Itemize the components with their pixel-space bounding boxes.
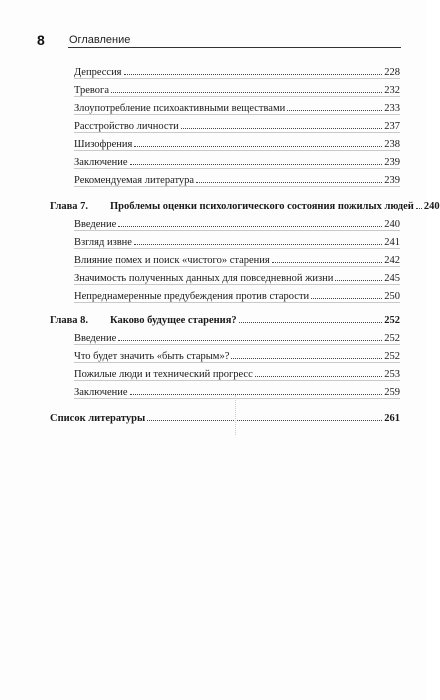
toc-entry-page: 241 [384, 237, 400, 248]
toc-entry-ch8-conclusion[interactable] [50, 380, 400, 398]
chapter-title: Каково будущее старения? [110, 315, 237, 326]
toc-entry-page: 259 [384, 387, 400, 398]
chapter-page: 252 [384, 315, 400, 326]
toc-entry-label: Что будет значить «быть старым»? [74, 351, 230, 362]
toc-entry-label: Введение [74, 219, 117, 230]
toc-entry-label: Заключение [74, 387, 128, 398]
leader-dots [118, 340, 382, 341]
toc-entry-page: 233 [384, 103, 400, 114]
toc-entry-label: Расстройство личности [74, 121, 179, 132]
toc-entry-pure-aging[interactable] [50, 248, 400, 266]
leader-dots [147, 420, 382, 421]
toc-entry-unintended-bias[interactable] [50, 284, 400, 302]
chapter-title: Проблемы оценки психологического состояния пожилых людей [110, 201, 414, 212]
leader-dots [231, 358, 382, 359]
leader-dots [287, 110, 382, 111]
toc-entry-label: Тревога [74, 85, 110, 96]
toc-entry-label: Значимость полученных данных для повседневной жизни [74, 273, 334, 284]
toc-entry-label: Влияние помех и поиск «чистого» старения [74, 255, 270, 266]
toc-entry-outside-view[interactable] [50, 230, 400, 248]
running-header-title: Оглавление [69, 34, 131, 46]
toc-entry-page: 240 [384, 219, 400, 230]
toc-entry-page: 252 [384, 333, 400, 344]
toc-entry-ch8-introduction[interactable] [50, 326, 400, 344]
toc-entry-anxiety[interactable] [50, 78, 400, 96]
toc-entry-label: Взгляд извне [74, 237, 132, 248]
toc-entry-recommended-reading[interactable] [50, 168, 400, 186]
toc-entry-schizophrenia[interactable] [50, 132, 400, 150]
print-artifact [235, 395, 240, 435]
toc-entry-label: Шизофрения [74, 139, 133, 150]
toc-entry-label: Заключение [74, 157, 128, 168]
toc-entry-tech-progress[interactable] [50, 362, 400, 380]
toc-entry-being-old[interactable] [50, 344, 400, 362]
toc-entry-page: 250 [384, 291, 400, 302]
toc-chapter-8[interactable] [50, 308, 400, 326]
leader-dots [134, 146, 382, 147]
toc-entry-personality-disorder[interactable] [50, 114, 400, 132]
bibliography-label: Список литературы [50, 413, 146, 424]
toc-entry-label: Пожилые люди и технический прогресс [74, 369, 253, 380]
leader-dots [124, 74, 383, 75]
header-rule [68, 47, 401, 48]
toc-entry-page: 228 [384, 67, 400, 78]
leader-dots [239, 322, 383, 323]
toc-entry-page: 237 [384, 121, 400, 132]
toc-bibliography[interactable] [50, 406, 400, 424]
toc-entry-page: 242 [384, 255, 400, 266]
bibliography-page: 261 [384, 413, 400, 424]
toc-entry-label: Непреднамеренные предубеждения против старости [74, 291, 310, 302]
toc-entry-everyday-relevance[interactable] [50, 266, 400, 284]
leader-dots [118, 226, 382, 227]
leader-dots [134, 244, 382, 245]
leader-dots [335, 280, 382, 281]
toc-entry-conclusion[interactable] [50, 150, 400, 168]
leader-dots [130, 164, 383, 165]
toc-entry-ch7-introduction[interactable] [50, 212, 400, 230]
chapter-number: Глава 8. [50, 315, 89, 326]
leader-dots [196, 182, 382, 183]
chapter-page: 240 [423, 201, 440, 212]
leader-dots [255, 376, 382, 377]
toc-entry-page: 239 [384, 175, 400, 186]
toc-entry-page: 238 [384, 139, 400, 150]
leader-dots [272, 262, 383, 263]
toc-entry-page: 252 [384, 351, 400, 362]
toc-entry-depression[interactable] [50, 60, 400, 78]
leader-dots [181, 128, 382, 129]
toc-entry-page: 253 [384, 369, 400, 380]
toc-entry-substance-abuse[interactable] [50, 96, 400, 114]
leader-dots [111, 92, 382, 93]
toc-entry-page: 245 [384, 273, 400, 284]
toc-entry-label: Депрессия [74, 67, 122, 78]
toc-entry-label: Введение [74, 333, 117, 344]
running-header [37, 30, 401, 52]
leader-dots [416, 208, 422, 209]
toc-entry-page: 232 [384, 85, 400, 96]
toc-entry-page: 239 [384, 157, 400, 168]
leader-dots [130, 394, 383, 395]
page-number: 8 [37, 32, 45, 48]
toc-entry-label: Рекомендуемая литература [74, 175, 195, 186]
chapter-number: Глава 7. [50, 201, 89, 212]
toc-chapter-7[interactable] [50, 194, 440, 212]
toc-entry-label: Злоупотребление психоактивными веществами [74, 103, 286, 114]
leader-dots [311, 298, 382, 299]
table-of-contents [50, 60, 440, 424]
